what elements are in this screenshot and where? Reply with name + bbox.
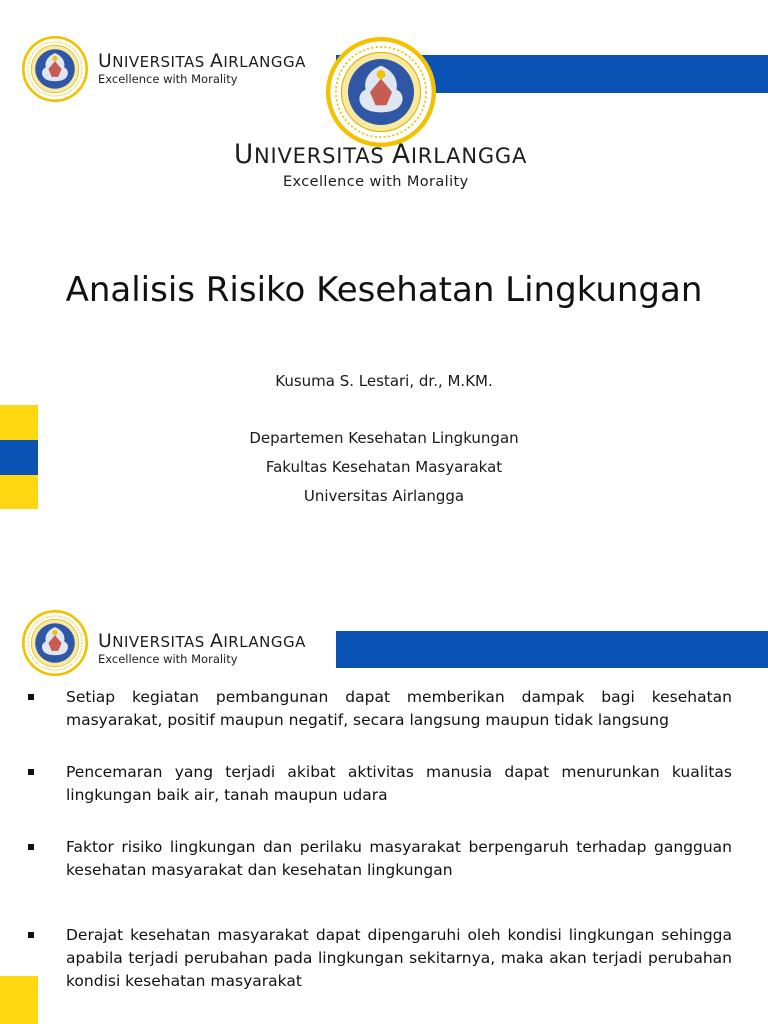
university-emblem-icon xyxy=(22,36,88,102)
square-bullet-icon xyxy=(28,844,34,850)
square-bullet-icon xyxy=(28,769,34,775)
slide-title: Analisis Risiko Kesehatan Lingkungan xyxy=(65,270,703,310)
brand-tagline: Excellence with Morality xyxy=(98,72,238,86)
brand-tagline-large: Excellence with Morality xyxy=(283,174,469,190)
brand-name-large: UNIVERSITAS AIRLANGGA xyxy=(234,140,528,170)
university-emblem-icon xyxy=(22,610,88,676)
header-brand xyxy=(98,631,306,666)
header-brand xyxy=(98,51,306,86)
bullet-item: Setiap kegiatan pembangunan dapat memberikan dampak bagi kesehatan masyarakat, positif maupun negatif, secara langsung maupun tidak langsung xyxy=(28,686,732,732)
header-blue-bar xyxy=(336,631,768,668)
university-name: Universitas Airlangga xyxy=(303,487,465,505)
square-bullet-icon xyxy=(28,932,34,938)
brand-name: UNIVERSITAS AIRLANGGA xyxy=(98,51,306,72)
bullet-item: Pencemaran yang terjadi akibat aktivitas manusia dapat menurunkan kualitas lingkungan baik air, tanah maupun udara xyxy=(28,761,732,807)
square-bullet-icon xyxy=(28,694,34,700)
center-brand xyxy=(234,140,527,190)
department-name: Departemen Kesehatan Lingkungan xyxy=(249,429,519,447)
content-slide xyxy=(0,590,768,1024)
bullet-item: Derajat kesehatan masyarakat dapat dipengaruhi oleh kondisi lingkungan sehingga apabila terjadi perubahan pada lingkungan sekitarnya, maka akan terjadi perubahan kondisi kesehatan masyarakat xyxy=(28,924,732,993)
author-name: Kusuma S. Lestari, dr., M.KM. xyxy=(275,372,493,390)
bullet-item: Faktor risiko lingkungan dan perilaku masyarakat berpengaruh terhadap gangguan kesehatan masyarakat dan kesehatan lingkungan xyxy=(28,836,732,882)
university-emblem-large-icon xyxy=(326,37,436,147)
bullet-list xyxy=(28,686,732,993)
faculty-name: Fakultas Kesehatan Masyarakat xyxy=(265,458,503,476)
brand-tagline: Excellence with Morality xyxy=(98,652,238,666)
brand-name: UNIVERSITAS AIRLANGGA xyxy=(98,631,306,652)
